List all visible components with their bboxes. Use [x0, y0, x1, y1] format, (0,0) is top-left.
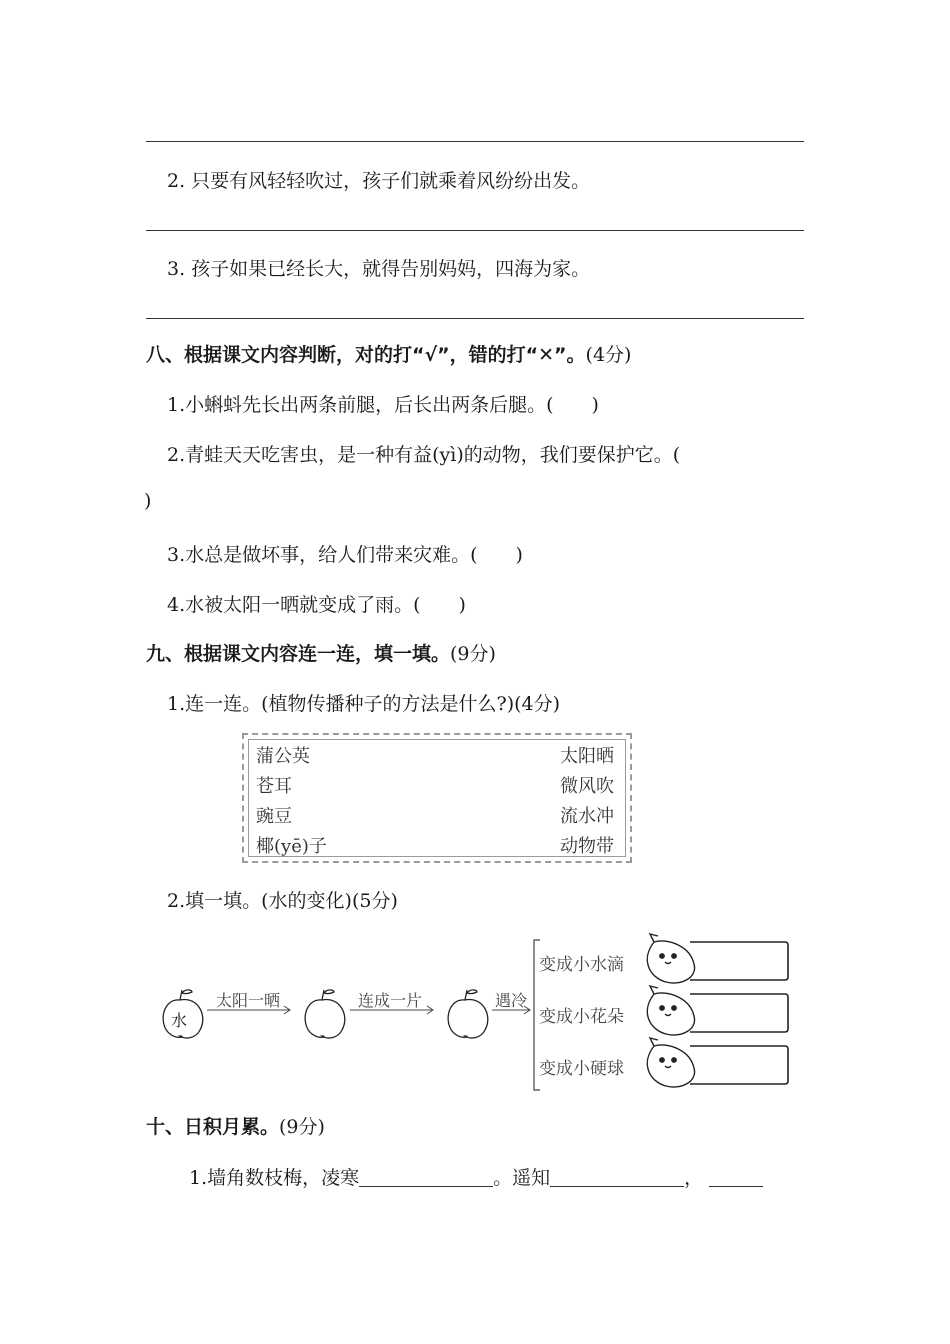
arrow-label-cold: 遇冷: [495, 991, 528, 1010]
section-10-title: 十、日积月累。: [146, 1116, 280, 1138]
answer-box-1[interactable]: [690, 942, 788, 980]
method-animal[interactable]: 动物带: [560, 836, 614, 857]
arrow-label-join: 连成一片: [358, 991, 423, 1010]
poem-line-1: [189, 1163, 763, 1190]
section-9-points: (9分): [450, 643, 496, 665]
section-8-points: (4分): [585, 344, 632, 366]
apple-icon: [305, 990, 345, 1038]
judge-item-4[interactable]: 4.水被太阳一晒就变成了雨。( ): [167, 594, 466, 616]
answer-box-3[interactable]: [690, 1046, 788, 1084]
poem-part-3: ，: [684, 1167, 704, 1189]
plant-pea[interactable]: 豌豆: [256, 806, 292, 827]
plant-cocklebur[interactable]: 苍耳: [256, 776, 292, 797]
section-10-heading: [146, 1112, 325, 1139]
answer-box-2[interactable]: [690, 994, 788, 1032]
section-9-title: 九、根据课文内容连一连，填一填。: [146, 643, 451, 665]
branch-drop: 变成小水滴: [539, 955, 624, 975]
answer-line-2[interactable]: [146, 230, 804, 231]
sentence-item-2: 2. 只要有风轻轻吹过，孩子们就乘着风纷纷出发。: [167, 170, 591, 192]
poem-blank-1[interactable]: [359, 1167, 493, 1187]
sentence-item-3: 3. 孩子如果已经长大，就得告别妈妈，四海为家。: [167, 258, 591, 280]
plant-coconut[interactable]: 椰(yē)子: [256, 836, 327, 857]
judge-item-3[interactable]: 3.水总是做坏事，给人们带来灾难。( ): [167, 544, 523, 566]
raindrop-face-icon: [647, 934, 694, 983]
branch-ball: 变成小硬球: [539, 1059, 624, 1079]
plant-dandelion[interactable]: 蒲公英: [256, 746, 310, 767]
answer-line-1[interactable]: [146, 141, 804, 142]
method-sun[interactable]: 太阳晒: [560, 746, 614, 767]
section-9-heading: [146, 639, 496, 666]
method-wind[interactable]: 微风吹: [560, 776, 614, 797]
judge-item-2-close: ): [144, 490, 152, 512]
start-label-water: 水: [171, 1011, 188, 1030]
answer-line-3[interactable]: [146, 318, 804, 319]
poem-blank-2[interactable]: [550, 1167, 684, 1187]
poem-blank-3[interactable]: [709, 1167, 763, 1187]
section-8-heading: [146, 340, 631, 367]
method-water[interactable]: 流水冲: [560, 806, 614, 827]
water-change-diagram: [150, 930, 800, 1095]
question-9-1: 1.连一连。(植物传播种子的方法是什么?)(4分): [167, 693, 561, 715]
branch-flower: 变成小花朵: [539, 1007, 624, 1027]
question-9-2: 2.填一填。(水的变化)(5分): [167, 890, 398, 912]
arrow-label-sun: 太阳一晒: [216, 991, 281, 1010]
section-10-points: (9分): [279, 1116, 325, 1138]
raindrop-face-icon: [647, 1038, 694, 1087]
section-8-title: 八、根据课文内容判断，对的打“√”，错的打“✕”。: [146, 344, 586, 366]
apple-icon: [448, 990, 488, 1038]
raindrop-face-icon: [647, 986, 694, 1035]
judge-item-2[interactable]: 2.青蛙天天吃害虫，是一种有益(yì)的动物，我们要保护它。(: [167, 444, 681, 466]
judge-item-1[interactable]: 1.小蝌蚪先长出两条前腿，后长出两条后腿。( ): [167, 394, 599, 416]
poem-part-2: 。遥知: [493, 1167, 551, 1189]
poem-part-1: 1.墙角数枝梅，凌寒: [189, 1167, 360, 1189]
